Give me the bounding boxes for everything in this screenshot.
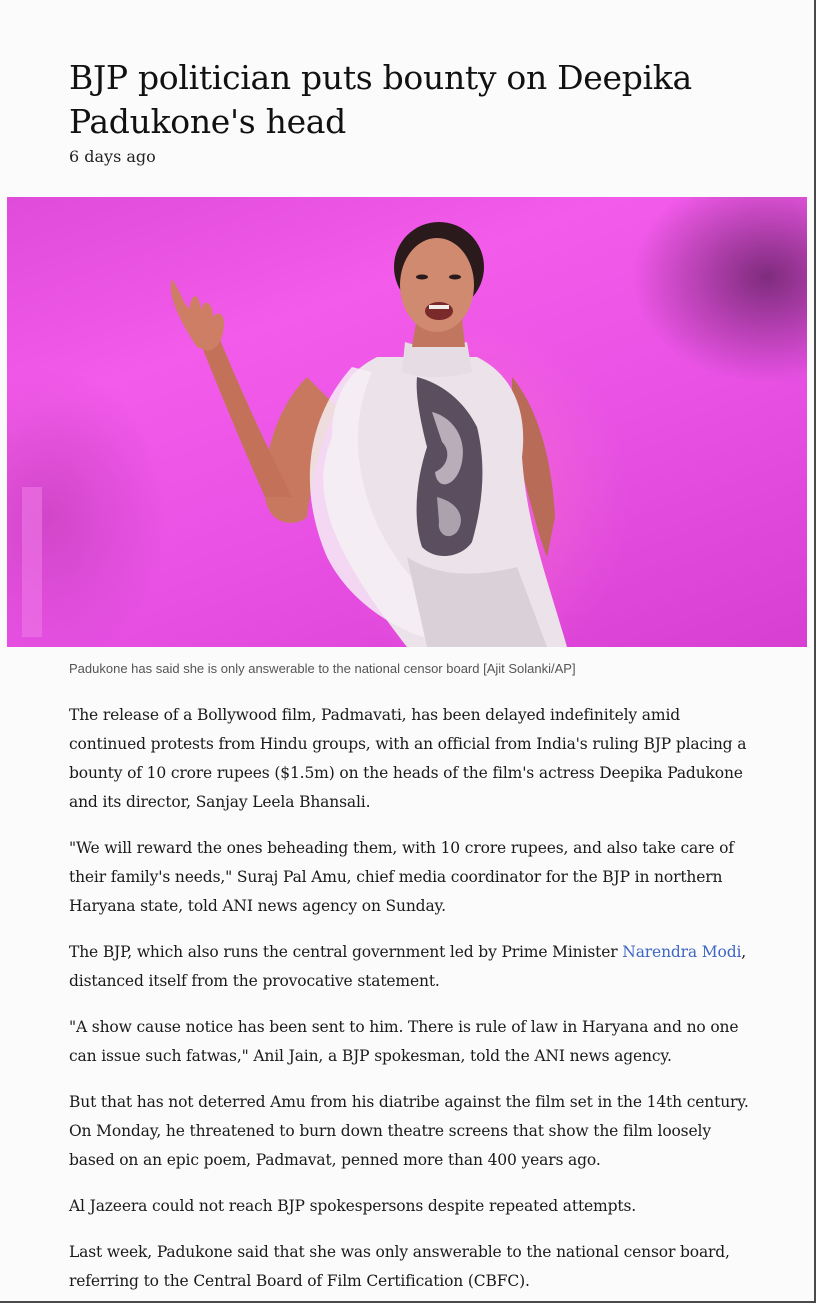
paragraph-text: The BJP, which also runs the central government led by Prime Minister: [69, 943, 623, 961]
article-date: 6 days ago: [69, 147, 156, 166]
article-title: BJP politician puts bounty on Deepika Padukone's head: [69, 58, 692, 141]
paragraph-with-link: [69, 938, 759, 996]
paragraph: But that has not deterred Amu from his diatribe against the film set in the 14th century. On Monday, he threatened to burn down theatre screens that show the film loosely based on an epic poem, Padmavat, penned more than 400 years ago.: [69, 1093, 749, 1169]
paragraph: The release of a Bollywood film, Padmavati, has been delayed indefinitely amid continued protests from Hindu groups, with an official from India's ruling BJP placing a bounty of 10 crore rupees ($1.5m) on the heads of the film's actress Deepika Padukone and its director, Sanjay Leela Bhansali.: [69, 706, 747, 811]
article-hero-image: [7, 197, 807, 647]
paragraph: "We will reward the ones beheading them, with 10 crore rupees, and also take care of their family's needs," Suraj Pal Amu, chief media coordinator for the BJP in northern Haryana state, told ANI news agency on Sunday.: [69, 839, 734, 915]
paragraph: Al Jazeera could not reach BJP spokespersons despite repeated attempts.: [69, 1197, 637, 1215]
performer-photo: [7, 197, 807, 647]
narendra-modi-link[interactable]: Narendra Modi: [622, 943, 742, 961]
paragraph: Last week, Padukone said that she was only answerable to the national censor board, referring to the Central Board of Film Certification (CBFC).: [69, 1243, 730, 1290]
article-body: [69, 701, 759, 1313]
paragraph: "A show cause notice has been sent to him. There is rule of law in Haryana and no one can issue such fatwas," Anil Jain, a BJP spokesman, told the ANI news agency.: [69, 1018, 739, 1065]
image-caption: Padukone has said she is only answerable to the national censor board [Ajit Solanki/AP]: [69, 661, 576, 676]
paragraph-text: , distanced itself from the provocative statement.: [69, 943, 747, 990]
